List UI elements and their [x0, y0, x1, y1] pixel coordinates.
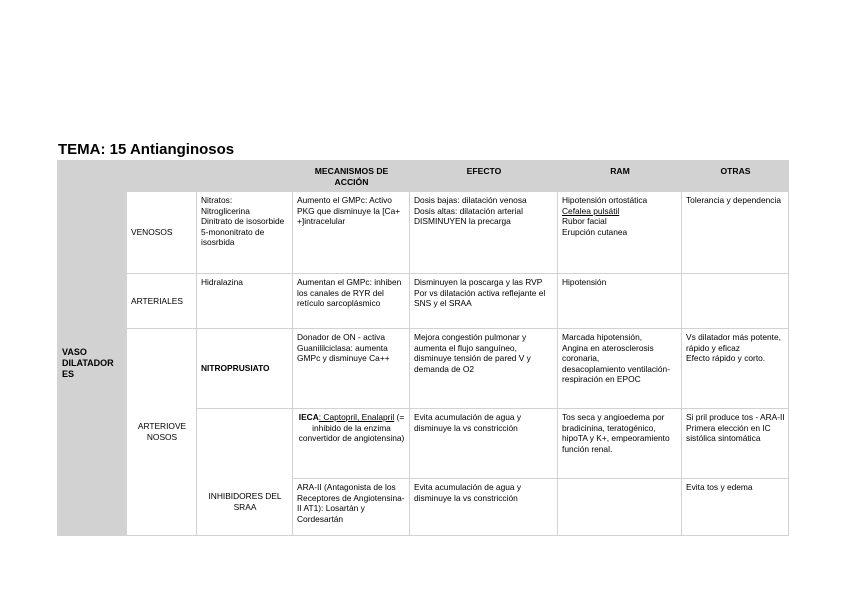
- nitroprusiato-ram: [558, 329, 682, 409]
- antianginosos-table: [57, 160, 789, 536]
- ieca-mecanismo: [293, 409, 410, 479]
- nitroprusiato-mecanismo: Donador de ON - activa Guanililciclasa: aumenta GMPc y disminuye Ca++: [293, 329, 410, 409]
- sraa-group: INHIBIDORES DEL SRAA: [197, 409, 293, 536]
- nitroprusiato-otras: [682, 329, 789, 409]
- efecto-line: Disminuyen la poscarga y las RVP: [414, 277, 543, 287]
- ieca-names: : Captopril, Enalapril: [318, 412, 395, 422]
- row-venosos: [58, 192, 789, 274]
- ieca-label: IECA: [298, 412, 319, 422]
- row-arteriales: [58, 274, 789, 329]
- venosos-mecanismo: Aumento el GMPc: Activo PKG que disminuye la [Ca+ +]intracelular: [293, 192, 410, 274]
- drug-line: Dinitrato de isosorbide: [201, 216, 285, 227]
- arteriales-otras: [682, 274, 789, 329]
- header-otras: OTRAS: [682, 161, 789, 192]
- ieca-otras: [682, 409, 789, 479]
- efecto-line: Dosis altas: dilatación arterial: [414, 205, 523, 216]
- group-vasodilatadores: VASO DILATADOR ES: [58, 192, 127, 536]
- row-nitroprusiato: [58, 329, 789, 409]
- drug-line: 5-mononitrato de isosrbida: [201, 226, 265, 248]
- ara-otras: Evita tos y edema: [682, 479, 789, 536]
- header-efecto: EFECTO: [410, 161, 558, 192]
- venosos-drugs: [197, 192, 293, 274]
- ram-line: Hipotensión ortostática: [562, 195, 648, 205]
- arteriales-drug: Hidralazina: [197, 274, 293, 329]
- ara-ram: [558, 479, 682, 536]
- arteriales-mecanismo: Aumentan el GMPc: inhiben los canales de RYR del retículo sarcoplásmico: [293, 274, 410, 329]
- ram-line: Erupción cutanea: [562, 226, 628, 237]
- ram-line: Rubor facial: [562, 216, 607, 227]
- ram-line: Marcada hipotensión,: [562, 332, 643, 342]
- header-blank-3: [197, 161, 293, 192]
- page-title: TEMA: 15 Antianginosos: [58, 141, 235, 158]
- venosos-ram: [558, 192, 682, 274]
- category-arteriovenosos: ARTERIOVE NOSOS: [127, 329, 197, 536]
- venosos-otras: Tolerancia y dependencia: [682, 192, 789, 274]
- efecto-line: Dosis bajas: dilatación venosa: [414, 195, 527, 205]
- otras-line: Efecto rápido y corto.: [686, 353, 766, 364]
- otras-line: Si pril produce tos - ARA-II: [686, 412, 785, 422]
- otras-line: Vs dilatador más potente, rápido y eficaz: [686, 332, 781, 353]
- otras-line: Primera elección en IC sistólica sintomática: [686, 422, 771, 444]
- ram-line: Cefalea pulsátil: [562, 205, 620, 216]
- ram-line: Angina en aterosclerosis coronaria,: [562, 342, 654, 364]
- header-ram: RAM: [558, 161, 682, 192]
- arteriales-ram: Hipotensión: [558, 274, 682, 329]
- venosos-efecto: [410, 192, 558, 274]
- header-blank-2: [127, 161, 197, 192]
- drug-line: Nitroglicerina: [201, 205, 250, 216]
- ieca-efecto: Evita acumulación de agua y disminuye la vs constricción: [410, 409, 558, 479]
- ieca-desc: (= inhibido de la enzima convertidor de angiotensina): [298, 412, 405, 444]
- category-arteriales: ARTERIALES: [127, 274, 197, 329]
- nitroprusiato-drug: NITROPRUSIATO: [197, 329, 293, 409]
- arteriales-efecto: [410, 274, 558, 329]
- category-venosos: VENOSOS: [127, 192, 197, 274]
- ram-line: desacoplamiento ventilación-respiración en EPOC: [562, 363, 671, 385]
- ieca-ram: Tos seca y angioedema por bradicinina, teratogénico, hipoTA y K+, empeoramiento función renal.: [558, 409, 682, 479]
- ara-efecto: Evita acumulación de agua y disminuye la vs constricción: [410, 479, 558, 536]
- header-mecanismos: MECANISMOS DE ACCIÓN: [293, 161, 410, 192]
- ara-mecanismo: ARA-II (Antagonista de los Receptores de Angiotensina-II AT1): Losartán y Cordesartán: [293, 479, 410, 536]
- nitroprusiato-efecto: Mejora congestión pulmonar y aumenta el flujo sanguíneo, disminuye tensión de pared V y demanda de O2: [410, 329, 558, 409]
- drug-line: Nitratos:: [201, 195, 233, 205]
- header-blank-1: [58, 161, 127, 192]
- efecto-line: DISMINUYEN la precarga: [414, 216, 511, 227]
- header-row: [58, 161, 789, 192]
- efecto-line: Por vs dilatación activa reflejante el SNS y el SRAA: [414, 287, 546, 309]
